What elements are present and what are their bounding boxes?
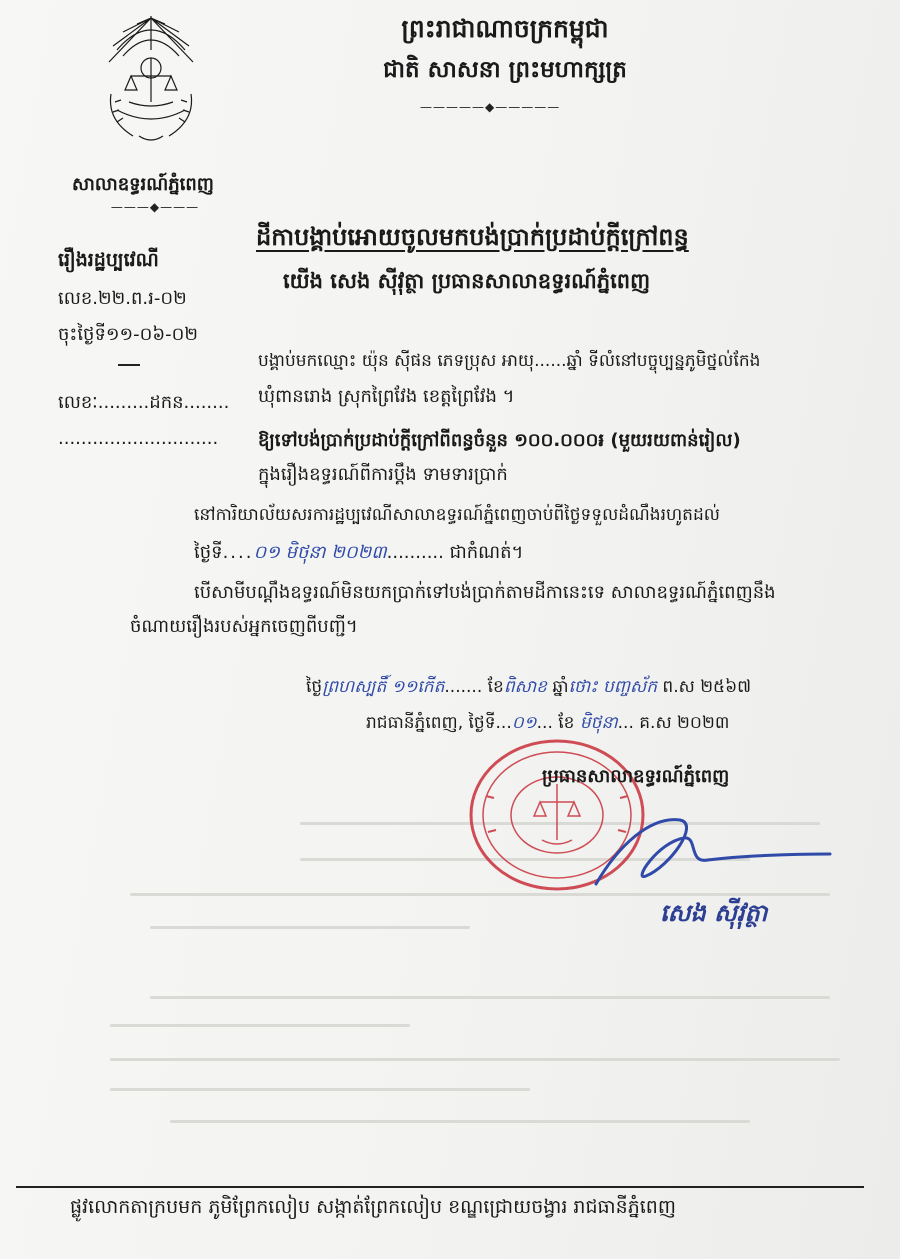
signatory-title: ប្រធានសាលាឧទ្ធរណ៍ភ្នំពេញ bbox=[542, 766, 730, 787]
kingdom-heading: ព្រះរាជាណាចក្រកម្ពុជា bbox=[401, 14, 609, 43]
signatory-name: សេង ស៊ីវុត្ថា bbox=[660, 899, 768, 927]
bleed-through-line bbox=[110, 1024, 410, 1027]
issuer-line: យើង សេង ស៊ីវុត្ថា ប្រធានសាលាឧទ្ធរណ៍ភ្នំពេញ bbox=[283, 269, 651, 293]
deadline-prefix: ថ្ងៃទី bbox=[194, 542, 223, 563]
handwritten-deadline: ០១ មិថុនា ២០២៣ bbox=[253, 542, 387, 563]
lunar-date-line: ថ្ងៃព្រហស្បតិ៍ ១១កើត....... ខែពិសាខ ឆ្នាំថោះ បញ្ចស័ក ព.ស ២៥៦៧ bbox=[306, 677, 752, 697]
footer-divider bbox=[16, 1186, 864, 1188]
solar-month-label: ខែ bbox=[558, 713, 575, 733]
reference-blank: ............................ bbox=[58, 428, 219, 449]
handwritten-lunar-year: ថោះ បញ្ចស័ក bbox=[568, 677, 657, 697]
bleed-through-line bbox=[170, 1120, 750, 1123]
divider bbox=[118, 364, 140, 366]
body-line: ចំណាយរឿងរបស់អ្នកចេញពីបញ្ជី។ bbox=[130, 616, 358, 637]
case-number: លេខ.២២.ព.រ-០២ bbox=[58, 288, 187, 309]
body-line: បង្គាប់មកឈ្មោះ យ៉ុន ស៊ីផន ភេទប្រុស អាយុ......ឆ្នាំ ទីលំនៅបច្ចុប្បន្នភូមិថ្នល់កែង bbox=[258, 351, 761, 371]
lunar-label: ថ្ងៃ bbox=[306, 677, 323, 697]
handwritten-solar-month: មិថុនា bbox=[579, 713, 618, 733]
lunar-era: ព.ស ២៥៦៧ bbox=[662, 677, 752, 697]
case-category: រឿងរដ្ឋប្បវេណី bbox=[58, 249, 159, 271]
payment-amount-line: ឱ្យទៅបង់ប្រាក់ប្រដាប់ក្តីក្រៅពីពន្ធចំនួន ១០០.០០០៛ (មួយរយពាន់រៀល) bbox=[258, 430, 741, 451]
bleed-through-line bbox=[150, 996, 830, 999]
body-line: ក្នុងរឿងឧទ្ធរណ៍ពីការប្តឹង ទាមទារប្រាក់ bbox=[258, 464, 508, 485]
divider-ornament: —————◆————— bbox=[420, 100, 561, 114]
footer-address: ផ្លូវលោកតាក្របមក ភូមិព្រែកលៀប សង្កាត់ព្រែកលៀប ខណ្ឌជ្រោយចង្វារ រាជធានីភ្នំពេញ bbox=[70, 1196, 676, 1218]
lunar-month-label: ខែ bbox=[487, 677, 504, 697]
body-line: បើសាមីបណ្តឹងឧទ្ធរណ៍មិនយកប្រាក់ទៅបង់ប្រាក់តាមដីកានេះទេ សាលាឧទ្ធរណ៍ភ្នំពេញនឹង bbox=[194, 582, 776, 603]
solar-date-label: រាជធានីភ្នំពេញ, ថ្ងៃទី bbox=[366, 713, 496, 733]
case-date: ចុះថ្ងៃទី១១-០៦-០២ bbox=[58, 324, 198, 345]
lunar-year-label: ឆ្នាំ bbox=[552, 677, 569, 697]
deadline-line: ថ្ងៃទី....០១ មិថុនា ២០២៣.......... ជាកំណត់។ bbox=[194, 542, 524, 563]
solar-year: គ.ស ២០២៣ bbox=[639, 713, 730, 733]
handwritten-signature-icon bbox=[588, 806, 834, 892]
body-line: ឃុំពានរោង ស្រុកព្រៃវែង ខេត្តព្រៃវែង ។ bbox=[258, 386, 515, 407]
body-line: នៅការិយាល័យសរការដ្ឋប្បវេណីសាលាឧទ្ធរណ៍ភ្នំពេញចាប់ពីថ្ងៃទទួលដំណឹងរហូតដល់ bbox=[194, 505, 720, 525]
solar-date-line: រាជធានីភ្នំពេញ, ថ្ងៃទី...០១... ខែ មិថុនា... គ.ស ២០២៣ bbox=[366, 713, 730, 733]
document-title: ដីកាបង្គាប់អោយចូលមកបង់ប្រាក់ប្រដាប់ក្តីក្រៅពន្ធ bbox=[256, 223, 689, 251]
reference-number: លេខៈ.........ដកន........ bbox=[58, 392, 230, 413]
bleed-through-line bbox=[110, 1088, 530, 1091]
handwritten-lunar-day: ព្រហស្បតិ៍ ១១កើត bbox=[322, 677, 445, 697]
national-motto: ជាតិ សាសនា ព្រះមហាក្សត្រ bbox=[383, 56, 627, 83]
bleed-through-line bbox=[150, 926, 470, 929]
handwritten-lunar-month: ពិសាខ bbox=[503, 677, 547, 697]
divider-ornament: ———◆——— bbox=[110, 200, 200, 214]
handwritten-solar-day: ០១ bbox=[511, 713, 537, 733]
deadline-suffix: .......... ជាកំណត់។ bbox=[386, 542, 524, 563]
bleed-through-line bbox=[110, 1058, 840, 1061]
court-name: សាលាឧទ្ធរណ៍ភ្នំពេញ bbox=[72, 174, 214, 195]
